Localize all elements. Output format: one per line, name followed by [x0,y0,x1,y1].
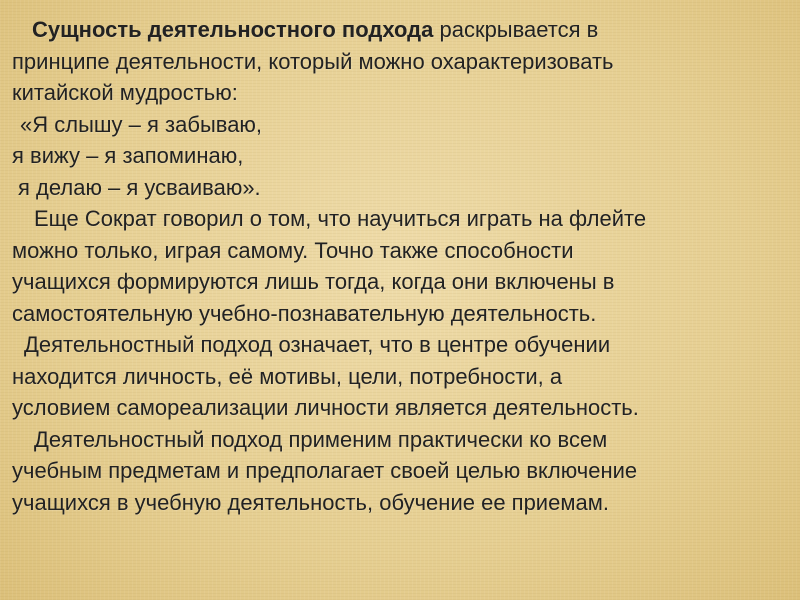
paragraph-4-line-1: Деятельностный подход применим практически ко всем [34,426,608,452]
paragraph-2-line-1: Еще Сократ говорил о том, что научиться играть на флейте [34,206,647,231]
paragraph-4-line-2: учебным предметам и предполагает своей целью включение [12,458,638,483]
paragraph-3-line-1: Деятельностный подход означает, что в центре обучении [24,332,611,357]
slide-text-body [12,14,792,518]
quote-line-2: я вижу – я запоминаю, [12,143,244,168]
paragraph-1-line-2: принципе деятельности, который можно охарактеризовать [12,48,614,74]
paragraph-3-line-3: условием самореализации личности является деятельность. [12,395,639,420]
paragraph-1-line-1-rest: раскрывается в [433,17,599,42]
paragraph-1-line-1 [12,14,792,46]
paragraph-1-line-3: китайской мудростью: [12,80,238,105]
paragraph-2-line-2: можно только, играя самому. Точно также способности [12,237,574,263]
paragraph-2-line-3: учащихся формируются лишь тогда, когда они включены в [12,269,615,294]
paragraph-2-line-4: самостоятельную учебно-познавательную деятельность. [12,300,597,326]
quote-line-1: «Я слышу – я забываю, [20,111,263,137]
paragraph-4-line-3: учащихся в учебную деятельность, обучение ее приемам. [12,489,609,515]
paragraph-3-line-2: находится личность, её мотивы, цели, потребности, а [12,363,563,389]
heading-phrase: Сущность деятельностного подхода [32,17,434,42]
quote-line-3: я делаю – я усваиваю». [18,174,261,200]
